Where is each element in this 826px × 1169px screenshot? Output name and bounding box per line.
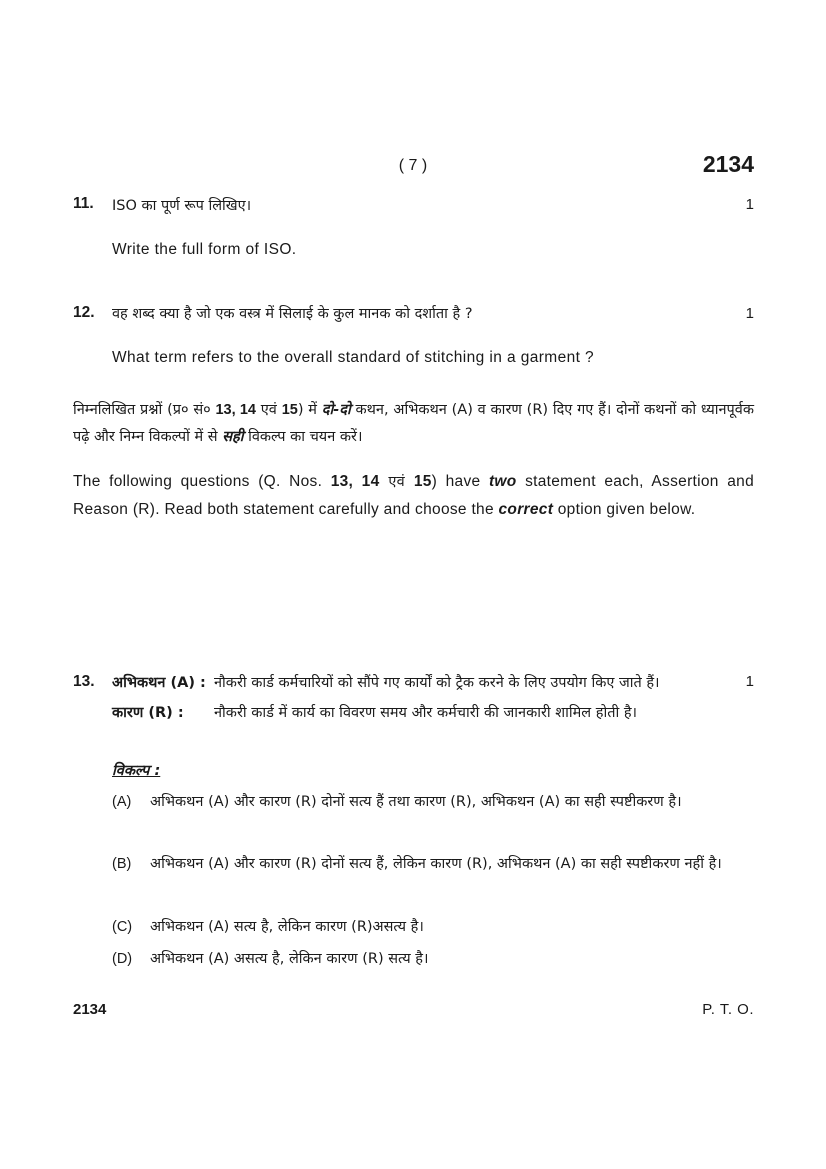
question-number: 12. <box>73 304 95 321</box>
question-number: 11. <box>73 195 94 212</box>
question-hindi: वह शब्द क्या है जो एक वस्त्र में सिलाई के कुल मानक को दर्शाता है ? <box>112 306 473 322</box>
reason-label: कारण (R) : <box>112 705 184 721</box>
option-letter: (B) <box>112 856 132 872</box>
reason-text: नौकरी कार्ड में कार्य का विवरण समय और कर्मचारी की जानकारी शामिल होती है। <box>214 705 638 721</box>
question-number: 13. <box>73 673 95 690</box>
option-text: अभिकथन (A) असत्य है, लेकिन कारण (R) सत्य है। <box>150 951 429 967</box>
page-number: ( 7 ) <box>398 157 428 174</box>
question-hindi: ISO का पूर्ण रूप लिखिए। <box>112 198 252 214</box>
assertion-text: नौकरी कार्ड कर्मचारियों को सौंपे गए कार्यों को ट्रैक करने के लिए उपयोग किए जाते हैं। <box>214 675 660 691</box>
assertion-label: अभिकथन (A) : <box>112 675 206 691</box>
option-text: अभिकथन (A) और कारण (R) दोनों सत्य हैं तथा कारण (R), अभिकथन (A) का सही स्पष्टीकरण है। <box>150 794 682 810</box>
option-text: अभिकथन (A) सत्य है, लेकिन कारण (R)असत्य है। <box>150 919 424 935</box>
footer-paper-code: 2134 <box>73 1001 107 1018</box>
option-letter: (A) <box>112 794 132 810</box>
paper-code-header: 2134 <box>702 151 754 177</box>
question-marks: 1 <box>745 673 754 690</box>
option-letter: (D) <box>112 951 133 967</box>
question-english: What term refers to the overall standard of stitching in a garment ? <box>112 349 595 366</box>
instructions-hindi: निम्नलिखित प्रश्नों (प्र० सं० 13, 14 एवं 15) में दो-दो कथन, अभिकथन (A) व कारण (R) दिए गए हैं। दोनों कथनों को ध्यानपूर्वक पढ़े और निम्न विकल्पों में से सही विकल्प का चयन करें। <box>73 402 754 445</box>
option-text: अभिकथन (A) और कारण (R) दोनों सत्य हैं, लेकिन कारण (R), अभिकथन (A) का सही स्पष्टीकरण नहीं है। <box>150 856 722 872</box>
options-heading: विकल्प : <box>112 763 161 779</box>
instructions-english: The following questions (Q. Nos. 13, 14 एवं 15) have two statement each, Assertion and Reason (R). Read both statement carefully and choose the correct option given below. <box>73 473 754 518</box>
question-marks: 1 <box>745 196 754 213</box>
footer-pto: P. T. O. <box>702 1001 754 1018</box>
question-english: Write the full form of ISO. <box>112 241 297 258</box>
question-marks: 1 <box>745 305 754 322</box>
option-letter: (C) <box>112 919 133 935</box>
